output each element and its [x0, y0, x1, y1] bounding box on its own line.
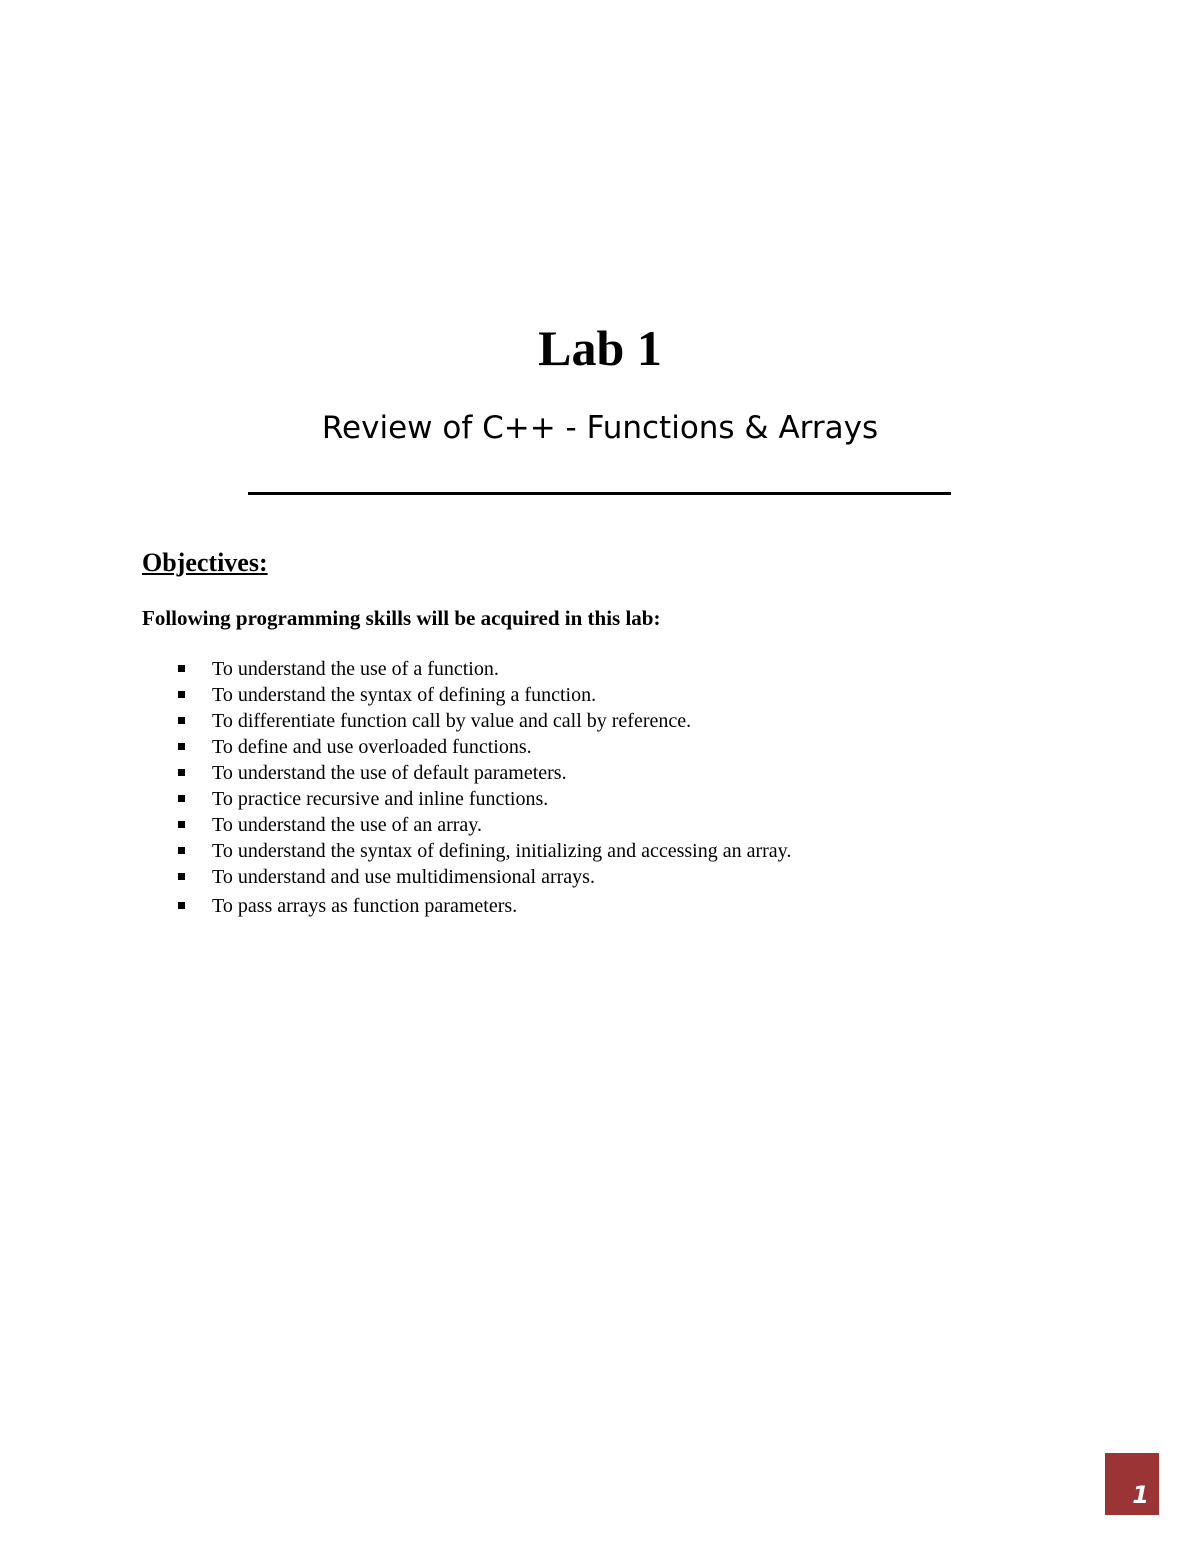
objective-item — [0, 838, 791, 864]
objectives-list — [0, 656, 791, 919]
objective-text: To understand the use of a function. — [212, 658, 499, 680]
objective-item — [0, 864, 791, 890]
title-divider — [248, 492, 951, 495]
objective-item — [0, 760, 791, 786]
square-bullet-icon — [178, 769, 185, 776]
page-number-badge — [1105, 1453, 1159, 1515]
objective-item — [0, 682, 791, 708]
document-title: Lab 1 — [538, 320, 662, 376]
square-bullet-icon — [178, 717, 185, 724]
objective-item — [0, 786, 791, 812]
objective-text: To understand and use multidimensional arrays. — [212, 866, 595, 888]
square-bullet-icon — [178, 665, 185, 672]
objective-item — [0, 812, 791, 838]
objective-text: To differentiate function call by value and call by reference. — [212, 710, 692, 732]
square-bullet-icon — [178, 902, 185, 909]
objective-item — [0, 734, 791, 760]
square-bullet-icon — [178, 743, 185, 750]
square-bullet-icon — [178, 847, 185, 854]
square-bullet-icon — [178, 873, 185, 880]
objective-text: To pass arrays as function parameters. — [212, 895, 518, 917]
document-subtitle: Review of C++ - Functions & Arrays — [321, 410, 879, 446]
objectives-heading: Objectives: — [142, 548, 268, 577]
objective-text: To practice recursive and inline functions. — [212, 788, 549, 810]
objective-text: To understand the use of an array. — [212, 814, 482, 836]
objective-item — [0, 708, 791, 734]
square-bullet-icon — [178, 691, 185, 698]
page-number: 1 — [1132, 1481, 1149, 1509]
square-bullet-icon — [178, 795, 185, 802]
square-bullet-icon — [178, 821, 185, 828]
objective-text: To define and use overloaded functions. — [212, 736, 532, 758]
objectives-intro: Following programming skills will be acquired in this lab: — [142, 606, 661, 630]
objective-item — [0, 656, 791, 682]
objective-text: To understand the syntax of defining, initializing and accessing an array. — [212, 840, 792, 862]
objective-text: To understand the syntax of defining a function. — [212, 684, 597, 706]
objective-text: To understand the use of default parameters. — [212, 762, 567, 784]
objective-item — [0, 893, 791, 919]
